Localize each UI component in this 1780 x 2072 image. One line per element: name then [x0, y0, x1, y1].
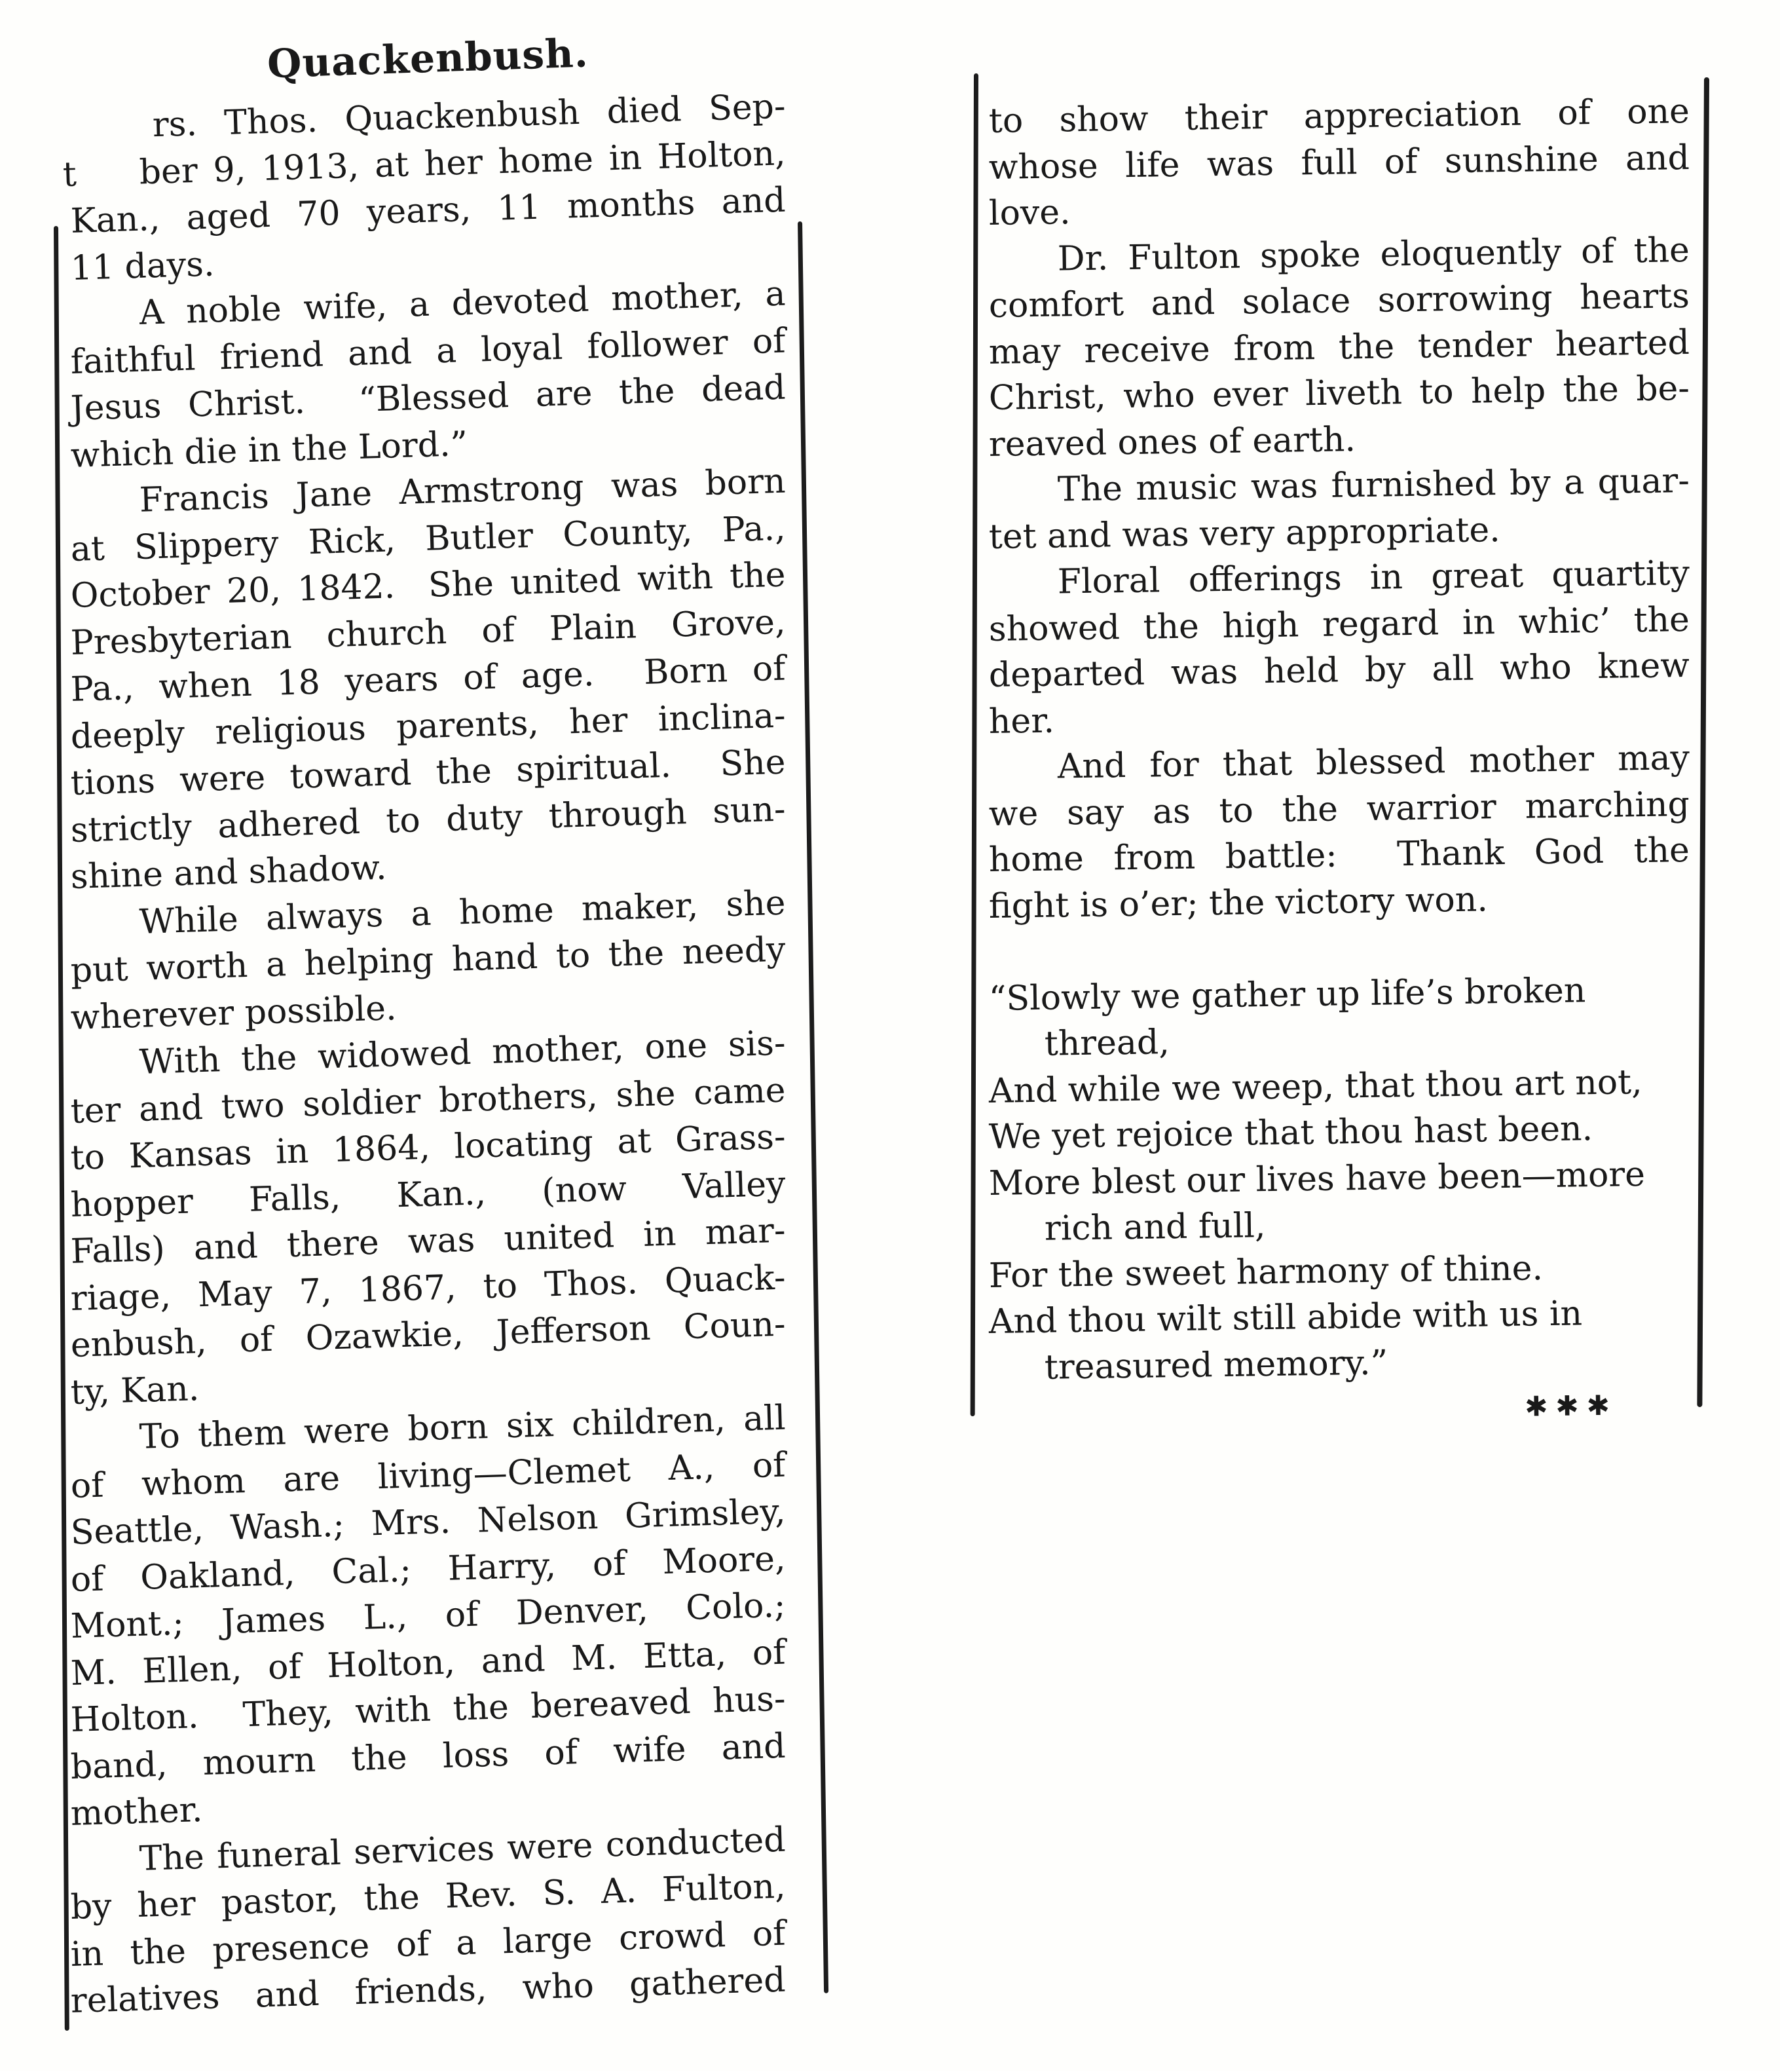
text-line: fight is o’er; the victory won. — [988, 879, 1489, 926]
text-line: enbush, of Ozawkie, Jefferson Coun- — [69, 1304, 787, 1365]
text-line: While always a home maker, she — [138, 883, 787, 942]
text-line: t ber 9, 1913, at her home in Holton, — [62, 133, 787, 195]
text-line: by her pastor, the Rev. S. A. Fulton, — [69, 1866, 787, 1927]
text-line: rich and full, — [1044, 1206, 1266, 1249]
text-line: The music was furnished by a quar- — [1057, 461, 1690, 510]
text-line: Floral offerings in great quartity — [1057, 554, 1690, 602]
text-line: showed the high regard in whic’ the — [988, 599, 1690, 649]
right-column-left-rule — [971, 73, 978, 1416]
text-line: wherever possible. — [69, 988, 398, 1038]
text-line: To them were born six children, all — [138, 1398, 787, 1457]
right-column-text — [988, 92, 1690, 1438]
left-column-right-rule — [798, 221, 828, 1993]
text-line: ter and two soldier brothers, she came — [69, 1070, 787, 1131]
text-line: More blest our lives have been—more — [988, 1154, 1646, 1203]
text-line: faithful friend and a loyal follower of — [69, 321, 787, 382]
text-line: love. — [988, 193, 1071, 233]
text-line: her. — [988, 701, 1055, 742]
text-line: to Kansas in 1864, locating at Grass- — [69, 1117, 787, 1178]
text-line: which die in the Lord.” — [69, 424, 468, 476]
text-line: we say as to the warrior marching — [988, 784, 1690, 834]
text-line: Dr. Fulton spoke eloquently of the — [1057, 230, 1690, 279]
text-line: of whom are living—Clemet A., of — [69, 1445, 787, 1506]
text-line: Holton. They, with the bereaved hus- — [69, 1679, 787, 1740]
text-line: departed was held by all who knew — [988, 646, 1690, 695]
text-line: thread, — [1044, 1023, 1170, 1064]
text-line: For the sweet harmony of thine. — [988, 1248, 1544, 1296]
text-line: A noble wife, a devoted mother, a — [138, 274, 787, 333]
text-line: hopper Falls, Kan., (now Valley — [69, 1164, 787, 1225]
text-line: tions were toward the spiritual. She — [69, 742, 787, 803]
text-line: Pa., when 18 years of age. Born of — [69, 649, 787, 709]
text-line: 11 days. — [69, 244, 215, 288]
text-line: Falls) and there was united in mar- — [69, 1211, 787, 1271]
text-line: at Slippery Rick, Butler County, Pa., — [69, 508, 787, 569]
text-line: Mont.; James L., of Denver, Colo.; — [69, 1585, 787, 1646]
text-line: Presbyterian church of Plain Grove, — [69, 602, 787, 663]
text-line: “Slowly we gather up life’s broken — [988, 970, 1586, 1019]
text-line: Seattle, Wash.; Mrs. Nelson Grimsley, — [69, 1492, 787, 1553]
text-line: mother. — [69, 1790, 204, 1834]
text-line: We yet rejoice that thou hast been. — [988, 1109, 1593, 1157]
left-column — [62, 30, 787, 2025]
text-line: to show their appreciation of one — [988, 92, 1690, 141]
text-line: Kan., aged 70 years, 11 months and — [69, 180, 787, 241]
text-line: Francis Jane Armstrong was born — [138, 461, 787, 520]
text-line: deeply religious parents, her inclina- — [69, 696, 787, 757]
text-line: may receive from the tender hearted — [988, 322, 1690, 372]
footnote-stars: ✱✱✱ — [1524, 1389, 1618, 1423]
text-line: band, mourn the loss of wife and — [69, 1726, 787, 1787]
text-line: strictly adhered to duty through sun- — [69, 789, 787, 850]
right-column-right-rule — [1697, 77, 1709, 1407]
right-column — [988, 92, 1690, 1438]
text-line: of Oakland, Cal.; Harry, of Moore, — [69, 1539, 787, 1600]
text-line: in the presence of a large crowd of — [69, 1913, 787, 1974]
text-line: shine and shadow. — [69, 848, 388, 897]
left-column-text — [62, 86, 787, 2025]
text-line: riage, May 7, 1867, to Thos. Quack- — [69, 1258, 787, 1319]
text-line: Christ, who ever liveth to help the be- — [988, 369, 1690, 418]
text-line: home from battle: Thank God the — [988, 831, 1690, 880]
text-line: And for that blessed mother may — [1057, 738, 1690, 787]
text-line: With the widowed mother, one sis- — [138, 1023, 787, 1082]
text-line: tet and was very appropriate. — [988, 510, 1501, 557]
text-line: comfort and solace sorrowing hearts — [988, 276, 1690, 326]
left-edge-rule — [54, 226, 69, 2031]
text-line: M. Ellen, of Holton, and M. Etta, of — [69, 1632, 787, 1693]
text-line: put worth a helping hand to the needy — [69, 930, 787, 990]
text-line: rs. Thos. Quackenbush died Sep- — [151, 86, 787, 145]
text-line: The funeral services were conducted — [138, 1820, 787, 1879]
text-line: reaved ones of earth. — [988, 419, 1356, 464]
text-line: October 20, 1842. She united with the — [69, 555, 787, 616]
text-line: whose life was full of sunshine and — [988, 138, 1690, 187]
text-line: relatives and friends, who gathered — [69, 1960, 787, 2021]
text-line: And while we weep, that thou art not, — [988, 1062, 1642, 1111]
text-line: Jesus Christ. “Blessed are the dead — [69, 367, 787, 428]
text-line: treasured memory.” — [1044, 1342, 1388, 1387]
text-line: And thou wilt still abide with us in — [988, 1294, 1583, 1342]
text-line: ty, Kan. — [69, 1368, 200, 1412]
article-heading: Quackenbush. — [266, 30, 589, 88]
